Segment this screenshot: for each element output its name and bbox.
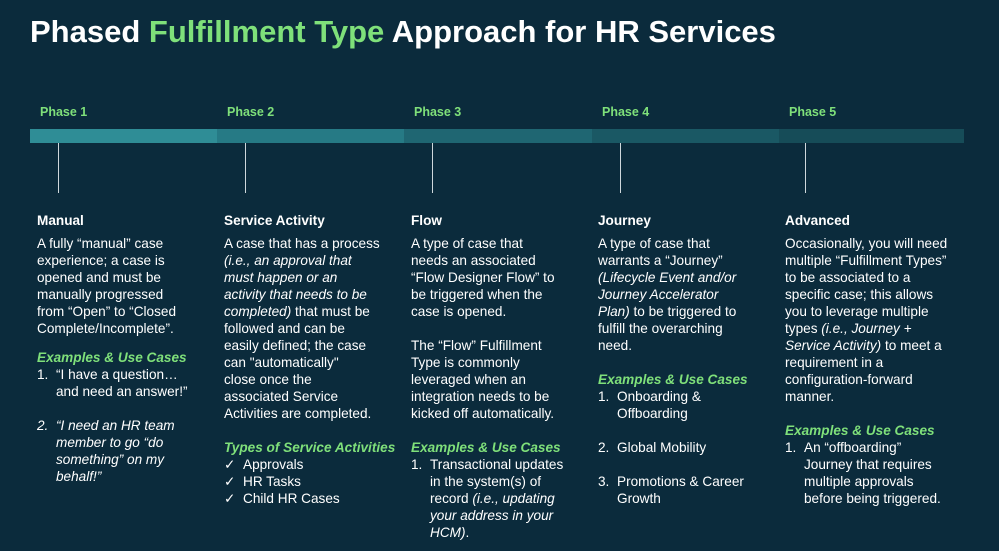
phase-1-tick — [58, 143, 59, 193]
journey-heading: Journey — [598, 213, 651, 228]
manual-heading: Manual — [37, 213, 84, 228]
flow-column — [411, 212, 591, 541]
journey-description: A type of case that warrants a “Journey” (Lifecycle Event and/or Journey Accelerator Plan) to be triggered to fulfill the overarching need. — [598, 236, 737, 353]
phase-2-label: Phase 2 — [227, 105, 275, 119]
phase-5-bar — [779, 129, 964, 143]
phase-3-label: Phase 3 — [414, 105, 462, 119]
advanced-column — [785, 212, 985, 507]
service-activity-type-hr-tasks: ✓ HR Tasks — [224, 474, 301, 489]
service-activity-type-approvals: ✓ Approvals — [224, 457, 304, 472]
page-title — [30, 14, 776, 50]
journey-example-3: 3. Promotions & Career Growth — [598, 474, 744, 506]
phase-1-bar — [30, 129, 217, 143]
phase-5-tick — [805, 143, 806, 193]
phase-3-tick — [432, 143, 433, 193]
journey-examples-title: Examples & Use Cases — [598, 372, 748, 387]
phase-5-label: Phase 5 — [789, 105, 837, 119]
phase-1-label: Phase 1 — [40, 105, 88, 119]
journey-example-2: 2. Global Mobility — [598, 440, 707, 455]
flow-heading: Flow — [411, 213, 442, 228]
check-icon: ✓ — [224, 457, 236, 472]
advanced-examples-title: Examples & Use Cases — [785, 423, 935, 438]
advanced-description: Occasionally, you will need multiple “Fulfillment Types” to be associated to a specific case; this allows you to leverage multiple types (i.e., Journey + Service Activity) to meet a requirement in a configuration-forward manner. — [785, 236, 948, 404]
flow-examples-title: Examples & Use Cases — [411, 440, 561, 455]
manual-example-2: 2. “I need an HR team member to go “do something” on my behalf!” — [37, 418, 175, 484]
manual-examples-title: Examples & Use Cases — [37, 350, 187, 365]
check-icon: ✓ — [224, 491, 236, 506]
manual-description: A fully “manual” case experience; a case is opened and must be manually progressed from “Open” to “Closed Complete/Incomplete”. — [37, 236, 177, 336]
title-accent: Fulfillment Type — [148, 14, 385, 49]
title-pre: Phased — [30, 14, 149, 49]
advanced-example-1: 1. An “offboarding” Journey that requires multiple approvals before being triggered. — [785, 440, 941, 506]
service-activity-types-title: Types of Service Activities — [224, 440, 396, 455]
manual-column — [37, 212, 217, 485]
advanced-heading: Advanced — [785, 213, 850, 228]
flow-description-2: The “Flow” Fulfillment Type is commonly leveraged when an integration needs to be kicked off automatically. — [411, 338, 555, 421]
check-icon: ✓ — [224, 474, 236, 489]
manual-example-1: 1. “I have a question… and need an answer!” — [37, 367, 188, 399]
title-post: Approach for HR Services — [384, 14, 776, 49]
phase-4-tick — [620, 143, 621, 193]
phase-2-bar — [217, 129, 404, 143]
journey-column — [598, 212, 778, 507]
phase-2-tick — [245, 143, 246, 193]
service-activity-type-child-hr-cases: ✓ Child HR Cases — [224, 491, 340, 506]
flow-example-1: 1. Transactional updates in the system(s) of record (i.e., updating your address in your HCM). — [411, 457, 564, 540]
service-activity-heading: Service Activity — [224, 213, 325, 228]
service-activity-column — [224, 212, 404, 507]
flow-description-1: A type of case that needs an associated “Flow Designer Flow” to be triggered when the case is opened. — [411, 236, 555, 319]
phase-4-label: Phase 4 — [602, 105, 650, 119]
service-activity-description: A case that has a process (i.e., an approval that must happen or an activity that needs to be completed) that must be followed and can be easily defined; the case can "automatically" close once the associated Service Activities are completed. — [224, 236, 380, 421]
phase-4-bar — [592, 129, 779, 143]
phase-3-bar — [404, 129, 592, 143]
journey-example-1: 1. Onboarding & Offboarding — [598, 389, 701, 421]
